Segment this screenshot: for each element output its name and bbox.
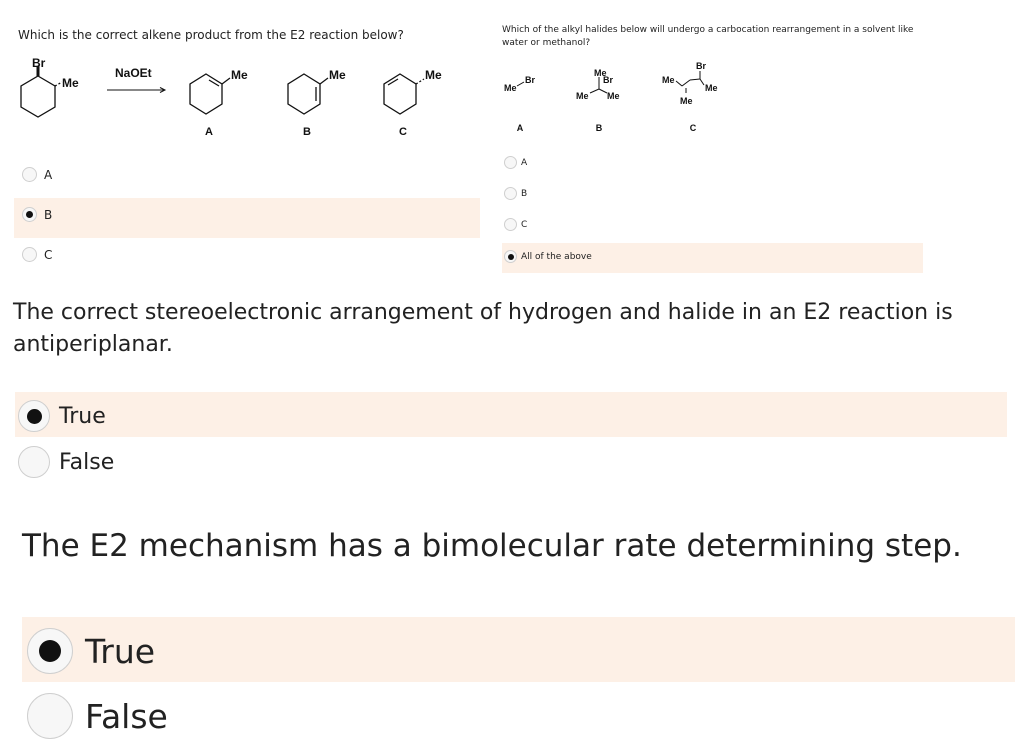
- q2-struct-label-a: A: [516, 123, 524, 133]
- q2-structure-b: [576, 68, 620, 101]
- svg-text:Me: Me: [576, 91, 589, 101]
- q1-reagent: NaOEt: [115, 66, 152, 80]
- q2-structures: [490, 55, 750, 140]
- option-label: A: [44, 167, 53, 182]
- option-label: False: [59, 449, 115, 475]
- q2-question-line1: Which of the alkyl halides below will undergo a carbocation rearrangement in a solvent like: [502, 25, 914, 35]
- svg-text:Br: Br: [525, 75, 536, 85]
- q1-reactant: [21, 56, 79, 117]
- option-label: A: [521, 157, 528, 168]
- radio-button[interactable]: [22, 167, 37, 182]
- svg-text:Br: Br: [603, 75, 614, 85]
- svg-text:Me: Me: [705, 83, 718, 93]
- option-label: True: [59, 403, 106, 429]
- q2-question-line2: water or methanol?: [502, 38, 591, 48]
- q2-option-b[interactable]: [504, 187, 527, 200]
- q2-struct-label-b: B: [595, 123, 603, 133]
- option-label: C: [44, 247, 53, 262]
- radio-button-selected[interactable]: [27, 628, 73, 674]
- radio-button-selected[interactable]: [504, 250, 517, 263]
- q1-reactant-br: Br: [32, 56, 46, 70]
- q4-option-false[interactable]: [27, 693, 168, 739]
- option-label: True: [85, 631, 156, 671]
- option-label: False: [85, 696, 168, 736]
- svg-text:Me: Me: [504, 83, 517, 93]
- option-label: C: [521, 219, 528, 230]
- q1-struct-label-b: B: [303, 126, 311, 138]
- q4-question: The E2 mechanism has a bimolecular rate determining step.: [22, 528, 962, 564]
- radio-button-selected[interactable]: [18, 400, 50, 432]
- q1-struct-label-a: A: [205, 126, 213, 138]
- option-label: All of the above: [521, 251, 592, 262]
- radio-button[interactable]: [504, 218, 517, 231]
- q1-product-a: [190, 68, 248, 114]
- q1-product-c: [384, 68, 442, 114]
- svg-text:Me: Me: [662, 75, 675, 85]
- radio-button[interactable]: [22, 247, 37, 262]
- q3-selected-highlight: [15, 392, 1007, 437]
- q4-selected-highlight: [22, 617, 1015, 682]
- svg-text:Me: Me: [425, 68, 442, 82]
- q1-struct-label-c: C: [399, 126, 407, 138]
- q3-question-line1: The correct stereoelectronic arrangement of hydrogen and halide in an E2 reaction is: [13, 300, 953, 325]
- q1-reactant-me: Me: [62, 76, 79, 90]
- q1-reaction-scheme: [0, 50, 480, 145]
- q3-option-false[interactable]: [18, 446, 114, 478]
- q3-question-line2: antiperiplanar.: [13, 332, 173, 357]
- radio-button[interactable]: [504, 156, 517, 169]
- option-label: B: [44, 207, 53, 222]
- q4-option-true[interactable]: [27, 628, 155, 674]
- svg-text:Me: Me: [231, 68, 248, 82]
- q2-struct-label-c: C: [689, 123, 697, 133]
- radio-button[interactable]: [18, 446, 50, 478]
- q1-option-c[interactable]: [22, 247, 52, 262]
- q3-option-true[interactable]: [18, 400, 106, 432]
- radio-button[interactable]: [27, 693, 73, 739]
- q1-option-a[interactable]: [22, 167, 52, 182]
- svg-text:Me: Me: [594, 68, 607, 78]
- q2-option-c[interactable]: [504, 218, 527, 231]
- q1-product-b: [288, 68, 346, 114]
- svg-text:Br: Br: [696, 61, 707, 71]
- q2-option-a[interactable]: [504, 156, 527, 169]
- q2-structure-c: [662, 61, 718, 106]
- svg-text:Me: Me: [329, 68, 346, 82]
- radio-button-selected[interactable]: [22, 207, 37, 222]
- q2-structure-a: [504, 75, 535, 93]
- option-label: B: [521, 188, 528, 199]
- svg-text:Me: Me: [607, 91, 620, 101]
- q1-option-b[interactable]: [22, 207, 52, 222]
- svg-text:Me: Me: [680, 96, 693, 106]
- q1-selected-highlight: [14, 198, 480, 238]
- radio-button[interactable]: [504, 187, 517, 200]
- q1-question: Which is the correct alkene product from the E2 reaction below?: [18, 28, 404, 42]
- q2-option-all[interactable]: [504, 250, 592, 263]
